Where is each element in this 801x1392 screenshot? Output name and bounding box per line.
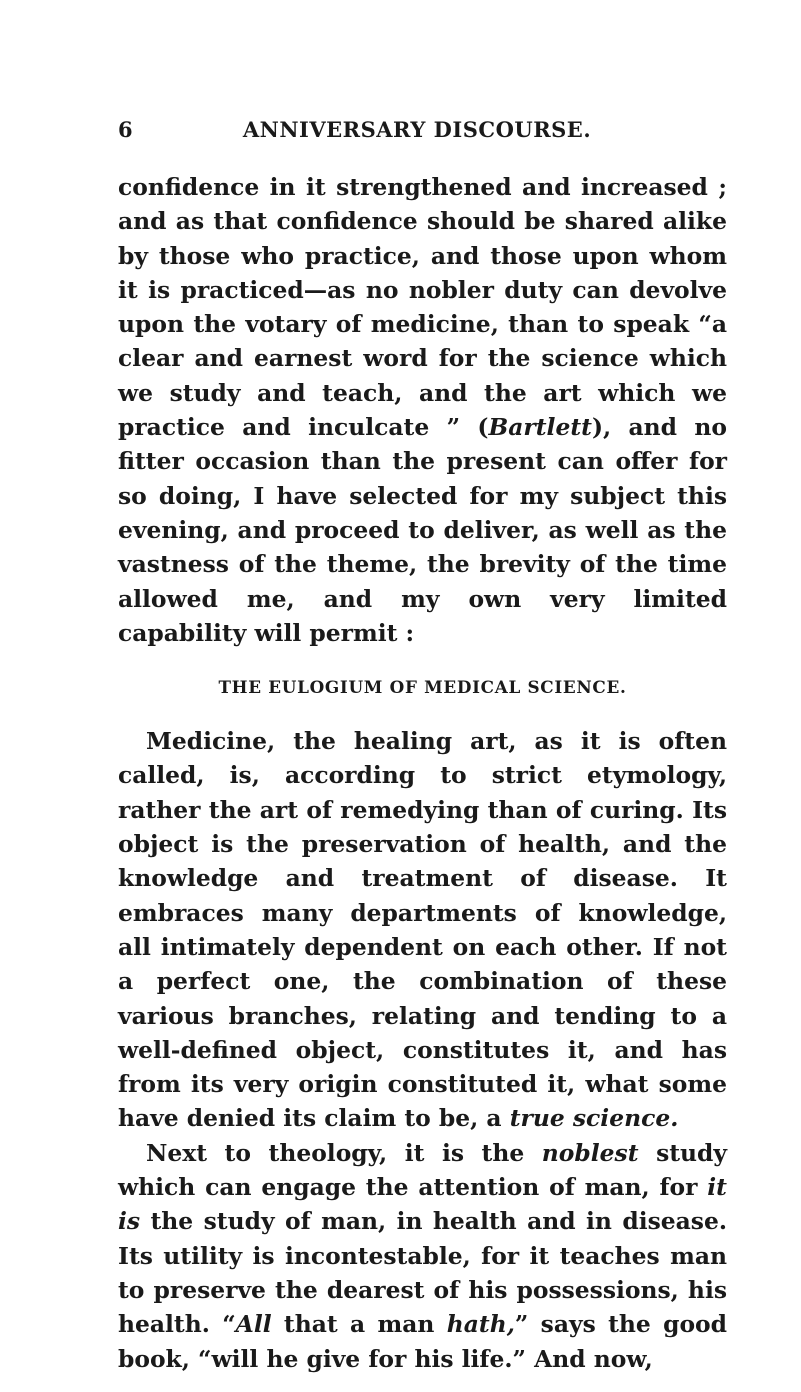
citation-bartlett: Bartlett xyxy=(488,413,592,442)
paragraph-medicine xyxy=(118,724,727,1136)
paragraph-3-text-5: ” says the good book, “will he give for his life.” And now, xyxy=(118,1310,727,1373)
paragraph-theology xyxy=(118,1136,727,1376)
page-header xyxy=(118,117,702,147)
body-text xyxy=(118,170,727,1376)
emphasis-true-science: true science. xyxy=(509,1104,679,1133)
paragraph-3-text-2: study which can engage the attention of man, for xyxy=(118,1138,727,1202)
section-heading: THE EULOGIUM OF MEDICAL SCIENCE. xyxy=(218,677,627,698)
emphasis-noblest: noblest xyxy=(541,1138,639,1167)
emphasis-all: All xyxy=(235,1310,272,1339)
paragraph-1-text-1: confidence in it strengthened and increased ; and as that confidence should be shared alike by those who practice, and those upon whom it is practiced—as no nobler duty can devolve upon the votary of medicine, than to speak “a clear and earnest word for the science which we study and teach, and the art which we practice and inculcate ” ( xyxy=(118,173,727,442)
emphasis-it-is: it is xyxy=(118,1173,727,1236)
paragraph-3-text-1: Next to theology, it is the xyxy=(146,1138,542,1167)
paragraph-1-text-2: ), and no fitter occasion than the present can offer for so doing, I have selected for my subject this evening, and proceed to deliver, as well as the vastness of the theme, the brevity of the time allowed me, and my own very limited capability will permit : xyxy=(118,413,727,647)
paragraph-2-text-1: Medicine, the healing art, as it is often called, is, according to strict etymology, rather the art of remedying than of curing. Its object is the preservation of health, and the knowledge and treatment of disease. It embraces many departments of knowledge, all intimately dependent on each other. If not a perfect one, the combination of these various branches, relating and tending to a well-defined object, constitutes it, and has from its very origin constituted it, what some have denied its claim to be, a xyxy=(118,727,727,1133)
paragraph-3-text-4: that a man xyxy=(271,1310,447,1339)
paragraph-3-text-3: the study of man, in health and in disease. Its utility is incontestable, for it teaches man to preserve the dearest of his possessions, his health. “ xyxy=(118,1207,727,1339)
emphasis-hath: hath, xyxy=(446,1310,515,1339)
page-number: 6 xyxy=(118,117,134,142)
paragraph-continuation xyxy=(118,170,727,650)
running-head: ANNIVERSARY DISCOURSE. xyxy=(242,117,592,142)
